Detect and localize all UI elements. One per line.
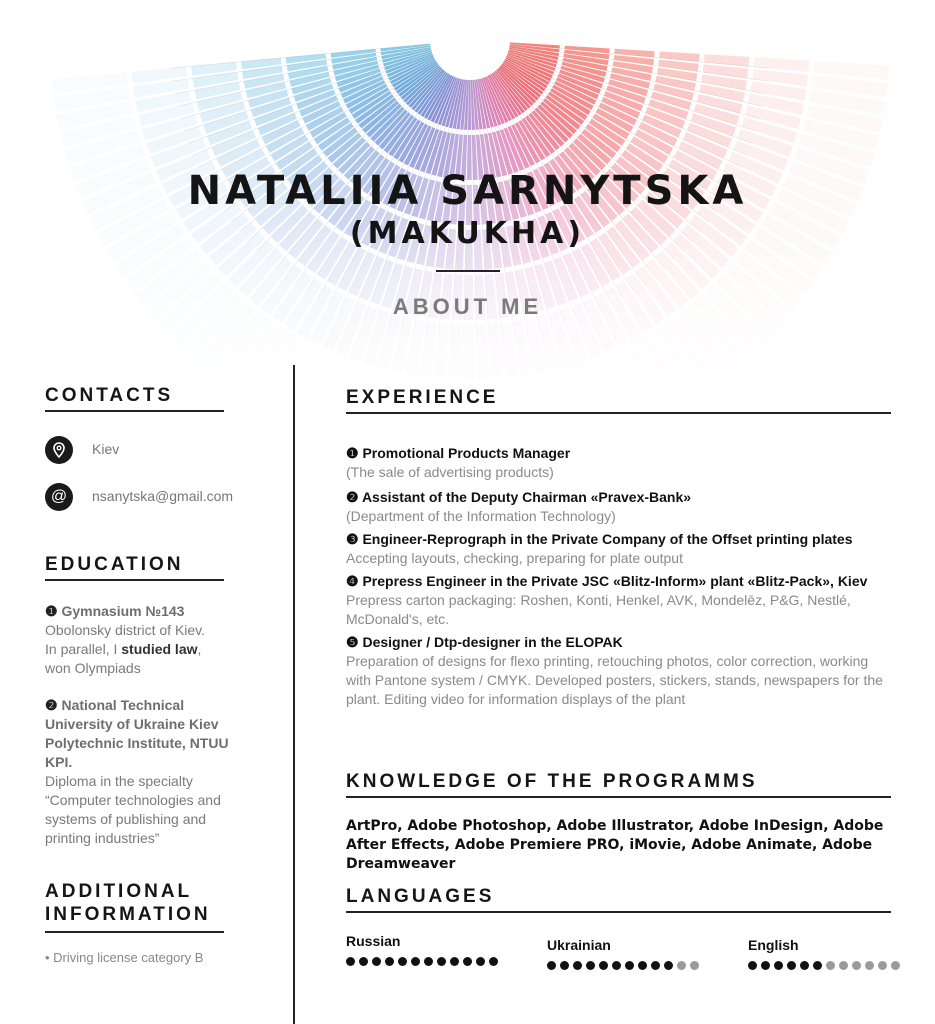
language-level-dots xyxy=(346,957,498,966)
job-title: Engineer-Reprograph in the Private Company of the Offset printing plates xyxy=(362,531,853,547)
experience-item xyxy=(346,488,886,526)
additional-heading-line2: INFORMATION xyxy=(45,904,211,925)
education-item xyxy=(45,602,245,678)
level-dot-empty xyxy=(852,961,861,970)
title-divider xyxy=(436,270,500,272)
name-title: NATALIIA SARNYTSKA xyxy=(187,168,748,214)
number-badge: ❶ xyxy=(346,445,359,461)
level-dot-filled xyxy=(437,957,446,966)
column-divider xyxy=(293,365,295,1024)
maiden-name: (MAKUKHA) xyxy=(349,216,586,251)
contacts-heading: CONTACTS xyxy=(45,385,174,406)
level-dot-empty xyxy=(891,961,900,970)
number-badge: ❷ xyxy=(45,697,58,713)
level-dot-filled xyxy=(424,957,433,966)
level-dot-filled xyxy=(346,957,355,966)
level-dot-filled xyxy=(411,957,420,966)
level-dot-filled xyxy=(761,961,770,970)
additional-item: • Driving license category B xyxy=(45,950,204,965)
level-dot-filled xyxy=(638,961,647,970)
level-dot-empty xyxy=(878,961,887,970)
level-dot-filled xyxy=(463,957,472,966)
level-dot-filled xyxy=(385,957,394,966)
map-pin-icon xyxy=(45,436,73,464)
job-title: Assistant of the Deputy Chairman «Pravex-Bank» xyxy=(361,489,692,505)
level-dot-filled xyxy=(599,961,608,970)
job-description: (The sale of advertising products) xyxy=(346,464,554,480)
university-name: National Technical University of Ukraine Kiev Polytechnic Institute, NTUU KPI. xyxy=(45,697,229,770)
job-description: (Department of the Information Technology) xyxy=(346,508,616,524)
level-dot-empty xyxy=(839,961,848,970)
at-sign-icon: @ xyxy=(45,483,73,511)
number-badge: ❺ xyxy=(346,634,359,650)
experience-item xyxy=(346,444,886,482)
level-dot-empty xyxy=(865,961,874,970)
additional-rule xyxy=(45,931,224,933)
education-item xyxy=(45,696,230,848)
language-ukrainian xyxy=(547,937,699,970)
programs-list: ArtPro, Adobe Photoshop, Adobe Illustrator, Adobe InDesign, Adobe After Effects, Adobe Premiere PRO, iMovie, Adobe Animate, Adobe Dreamweaver xyxy=(346,818,884,872)
number-badge: ❶ xyxy=(45,603,58,619)
level-dot-filled xyxy=(489,957,498,966)
level-dot-empty xyxy=(677,961,686,970)
level-dot-filled xyxy=(664,961,673,970)
education-heading: EDUCATION xyxy=(45,554,184,575)
school-line-post: , xyxy=(197,641,202,657)
level-dot-filled xyxy=(476,957,485,966)
level-dot-filled xyxy=(372,957,381,966)
education-rule xyxy=(45,579,224,581)
level-dot-filled xyxy=(573,961,582,970)
contacts-rule xyxy=(45,410,224,412)
language-name: English xyxy=(748,937,799,953)
level-dot-filled xyxy=(612,961,621,970)
language-level-dots xyxy=(748,961,900,970)
contact-location: Kiev xyxy=(92,441,120,457)
school-line: won Olympiads xyxy=(45,660,141,676)
level-dot-filled xyxy=(651,961,660,970)
level-dot-filled xyxy=(450,957,459,966)
experience-item xyxy=(346,633,886,709)
experience-item xyxy=(346,530,886,568)
school-line: Obolonsky district of Kiev. xyxy=(45,622,206,638)
language-level-dots xyxy=(547,961,699,970)
job-description: Preparation of designs for flexo printing, retouching photos, color correction, working with Pantone system / CMYK. Developed posters, stickers, stands, newspapers for the plant. Editing video for information displays of the plant xyxy=(346,653,883,707)
job-description: Prepress carton packaging: Roshen, Konti, Henkel, AVK, Mondelēz, P&G, Nestlé, McDonald's, etc. xyxy=(346,592,851,627)
school-line-bold: studied law xyxy=(121,641,198,657)
experience-item xyxy=(346,572,886,629)
level-dot-filled xyxy=(774,961,783,970)
level-dot-filled xyxy=(586,961,595,970)
language-name: Russian xyxy=(346,933,401,949)
level-dot-filled xyxy=(813,961,822,970)
job-title: Promotional Products Manager xyxy=(362,445,571,461)
contact-email[interactable]: nsanytska@gmail.com xyxy=(92,488,234,504)
language-name: Ukrainian xyxy=(547,937,611,953)
level-dot-empty xyxy=(690,961,699,970)
school-line-pre: In parallel, I xyxy=(45,641,118,657)
school-name: Gymnasium №143 xyxy=(61,603,185,619)
languages-rule xyxy=(346,911,891,913)
number-badge: ❷ xyxy=(346,489,359,505)
level-dot-filled xyxy=(560,961,569,970)
job-title: Designer / Dtp-designer in the ELOPAK xyxy=(362,634,623,650)
job-title: Prepress Engineer in the Private JSC «Blitz-Inform» plant «Blitz-Pack», Kiev xyxy=(362,573,868,589)
number-badge: ❹ xyxy=(346,573,359,589)
about-me-heading: ABOUT ME xyxy=(392,294,543,319)
level-dot-filled xyxy=(359,957,368,966)
programs-heading: KNOWLEDGE OF THE PROGRAMMS xyxy=(346,771,758,792)
programs-rule xyxy=(346,796,891,798)
job-description: Accepting layouts, checking, preparing for plate output xyxy=(346,550,683,566)
language-russian xyxy=(346,933,498,966)
level-dot-filled xyxy=(398,957,407,966)
level-dot-filled xyxy=(547,961,556,970)
level-dot-filled xyxy=(625,961,634,970)
level-dot-empty xyxy=(826,961,835,970)
level-dot-filled xyxy=(748,961,757,970)
level-dot-filled xyxy=(800,961,809,970)
experience-rule xyxy=(346,412,891,414)
experience-heading: EXPERIENCE xyxy=(346,387,499,408)
language-english xyxy=(748,937,900,970)
number-badge: ❸ xyxy=(346,531,359,547)
additional-heading xyxy=(45,880,211,926)
additional-heading-line1: ADDITIONAL xyxy=(45,881,193,902)
university-description: Diploma in the specialty “Computer technologies and systems of publishing and printing industries” xyxy=(45,773,221,846)
level-dot-filled xyxy=(787,961,796,970)
languages-heading: LANGUAGES xyxy=(346,886,495,907)
